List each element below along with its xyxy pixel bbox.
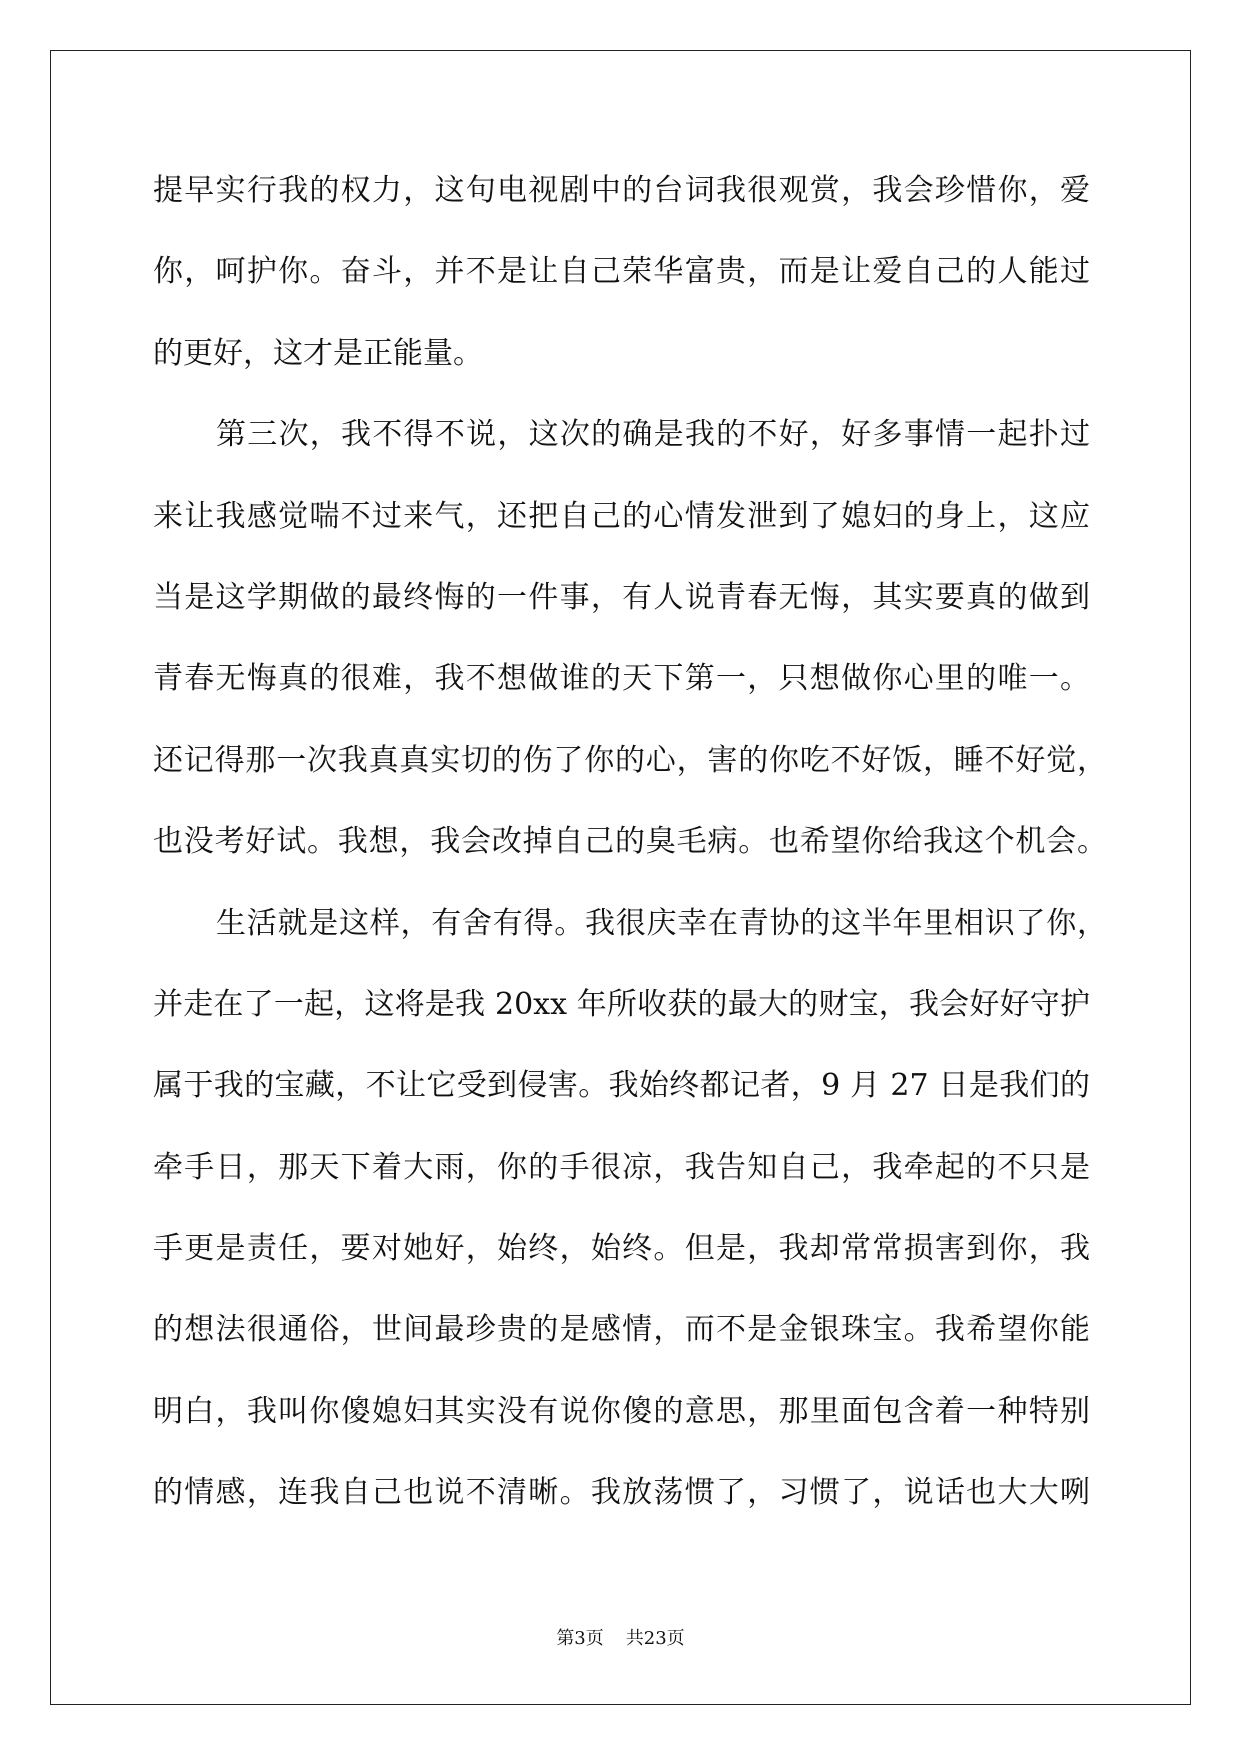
text-line: 生活就是这样，有舍有得。我很庆幸在青协的这半年里相识了你， [216,905,1107,941]
text-line: 的情感，连我自己也说不清晰。我放荡惯了，习惯了，说话也大大咧 [153,1475,1090,1511]
text-line: 并走在了一起，这将是我 20xx 年所收获的最大的财宝，我会好好守护 [153,986,1090,1022]
text-line: 的更好，这才是正能量。 [153,335,483,371]
text-line: 还记得那一次我真真实切的伤了你的心，害的你吃不好饭，睡不好觉， [153,742,1107,778]
text-line: 当是这学期做的最终悔的一件事，有人说青春无悔，其实要真的做到 [153,579,1090,615]
text-line: 也没考好试。我想，我会改掉自己的臭毛病。也希望你给我这个机会。 [153,824,1107,860]
paragraph [153,150,1113,394]
page-footer [0,1625,1241,1653]
document-body [153,150,1113,1534]
text-line: 提早实行我的权力，这句电视剧中的台词我很观赏，我会珍惜你，爱 [153,173,1090,208]
text-line: 第三次，我不得不说，这次的确是我的不好，好多事情一起扑过 [216,417,1090,453]
text-line: 的想法很通俗，世间最珍贵的是感情，而不是金银珠宝。我希望你能 [153,1312,1090,1348]
paragraph [153,394,1113,882]
paragraph [153,883,1113,1534]
text-line: 你，呵护你。奋斗，并不是让自己荣华富贵，而是让爱自己的人能过 [153,254,1090,290]
page-total: 共23页 [625,1628,685,1649]
text-line: 来让我感觉喘不过来气，还把自己的心情发泄到了媳妇的身上，这应 [153,498,1090,534]
text-line: 青春无悔真的很难，我不想做谁的天下第一，只想做你心里的唯一。 [153,661,1090,697]
page-number: 第3页 [556,1628,604,1649]
text-line: 明白，我叫你傻媳妇其实没有说你傻的意思，那里面包含着一种特别 [153,1393,1090,1429]
text-line: 牵手日，那天下着大雨，你的手很凉，我告知自己，我牵起的不只是 [153,1149,1090,1185]
text-line: 手更是责任，要对她好，始终，始终。但是，我却常常损害到你，我 [153,1231,1090,1267]
text-line: 属于我的宝藏，不让它受到侵害。我始终都记者，9 月 27 日是我们的 [153,1068,1090,1104]
